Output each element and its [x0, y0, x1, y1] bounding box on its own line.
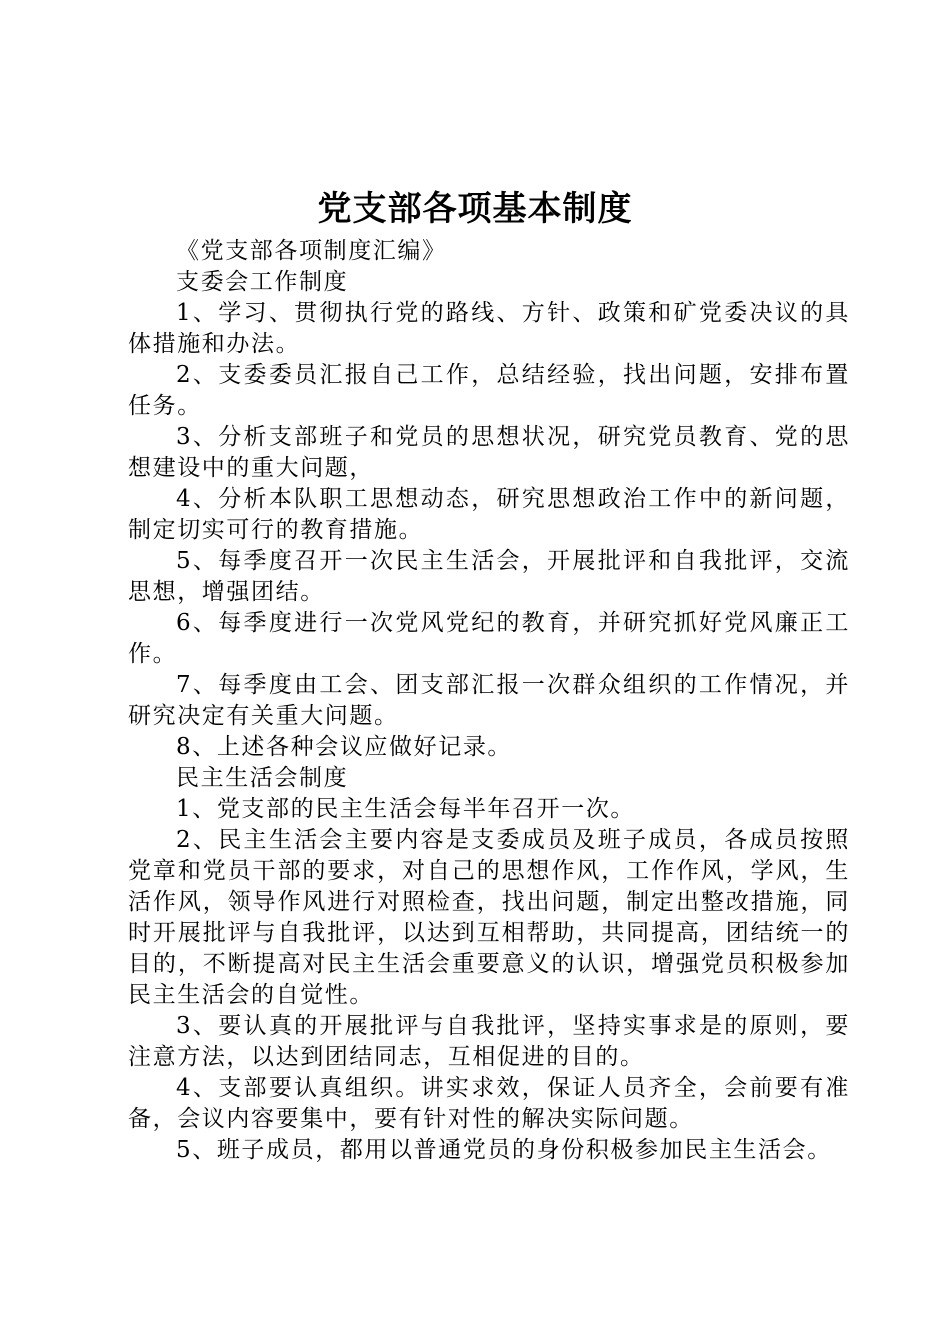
document-body: [128, 236, 850, 1166]
paragraph: 2、支委委员汇报自己工作，总结经验，找出问题，安排布置任务。: [128, 362, 850, 419]
paragraph: 5、班子成员，都用以普通党员的身份积极参加民主生活会。: [176, 1137, 832, 1163]
paragraph: 5、每季度召开一次民主生活会，开展批评和自我批评，交流思想，增强团结。: [128, 548, 850, 605]
section-heading: 支委会工作制度: [176, 269, 349, 295]
paragraph: 1、学习、贯彻执行党的路线、方针、政策和矿党委决议的具体措施和办法。: [128, 300, 850, 357]
section-heading: 民主生活会制度: [176, 765, 349, 791]
document-title: 党支部各项基本制度: [317, 189, 633, 229]
paragraph: 4、分析本队职工思想动态，研究思想政治工作中的新问题，制定切实可行的教育措施。: [128, 486, 850, 543]
paragraph: 2、民主生活会主要内容是支委成员及班子成员，各成员按照党章和党员干部的要求，对自己的思想作风，工作作风，学风，生活作风，领导作风进行对照检查，找出问题，制定出整改措施，同时开展批评与自我批评，以达到互相帮助，共同提高，团结统一的目的，不断提高对民主生活会重要意义的认识，增强党员积极参加民主生活会的自觉性。: [128, 827, 850, 1008]
paragraph: 6、每季度进行一次党风党纪的教育，并研究抓好党风廉正工作。: [128, 610, 850, 667]
paragraph: 7、每季度由工会、团支部汇报一次群众组织的工作情况，并研究决定有关重大问题。: [128, 672, 850, 729]
paragraph: 4、支部要认真组织。讲实求效，保证人员齐全，会前要有准备，会议内容要集中，要有针对性的解决实际问题。: [128, 1075, 850, 1132]
paragraph: 8、上述各种会议应做好记录。: [176, 734, 513, 760]
paragraph: 3、要认真的开展批评与自我批评，坚持实事求是的原则，要注意方法，以达到团结同志，互相促进的目的。: [128, 1013, 850, 1070]
paragraph: 3、分析支部班子和党员的思想状况，研究党员教育、党的思想建设中的重大问题，: [128, 424, 850, 481]
paragraph: 1、党支部的民主生活会每半年召开一次。: [176, 796, 636, 822]
paragraph: 《党支部各项制度汇编》: [176, 238, 447, 264]
